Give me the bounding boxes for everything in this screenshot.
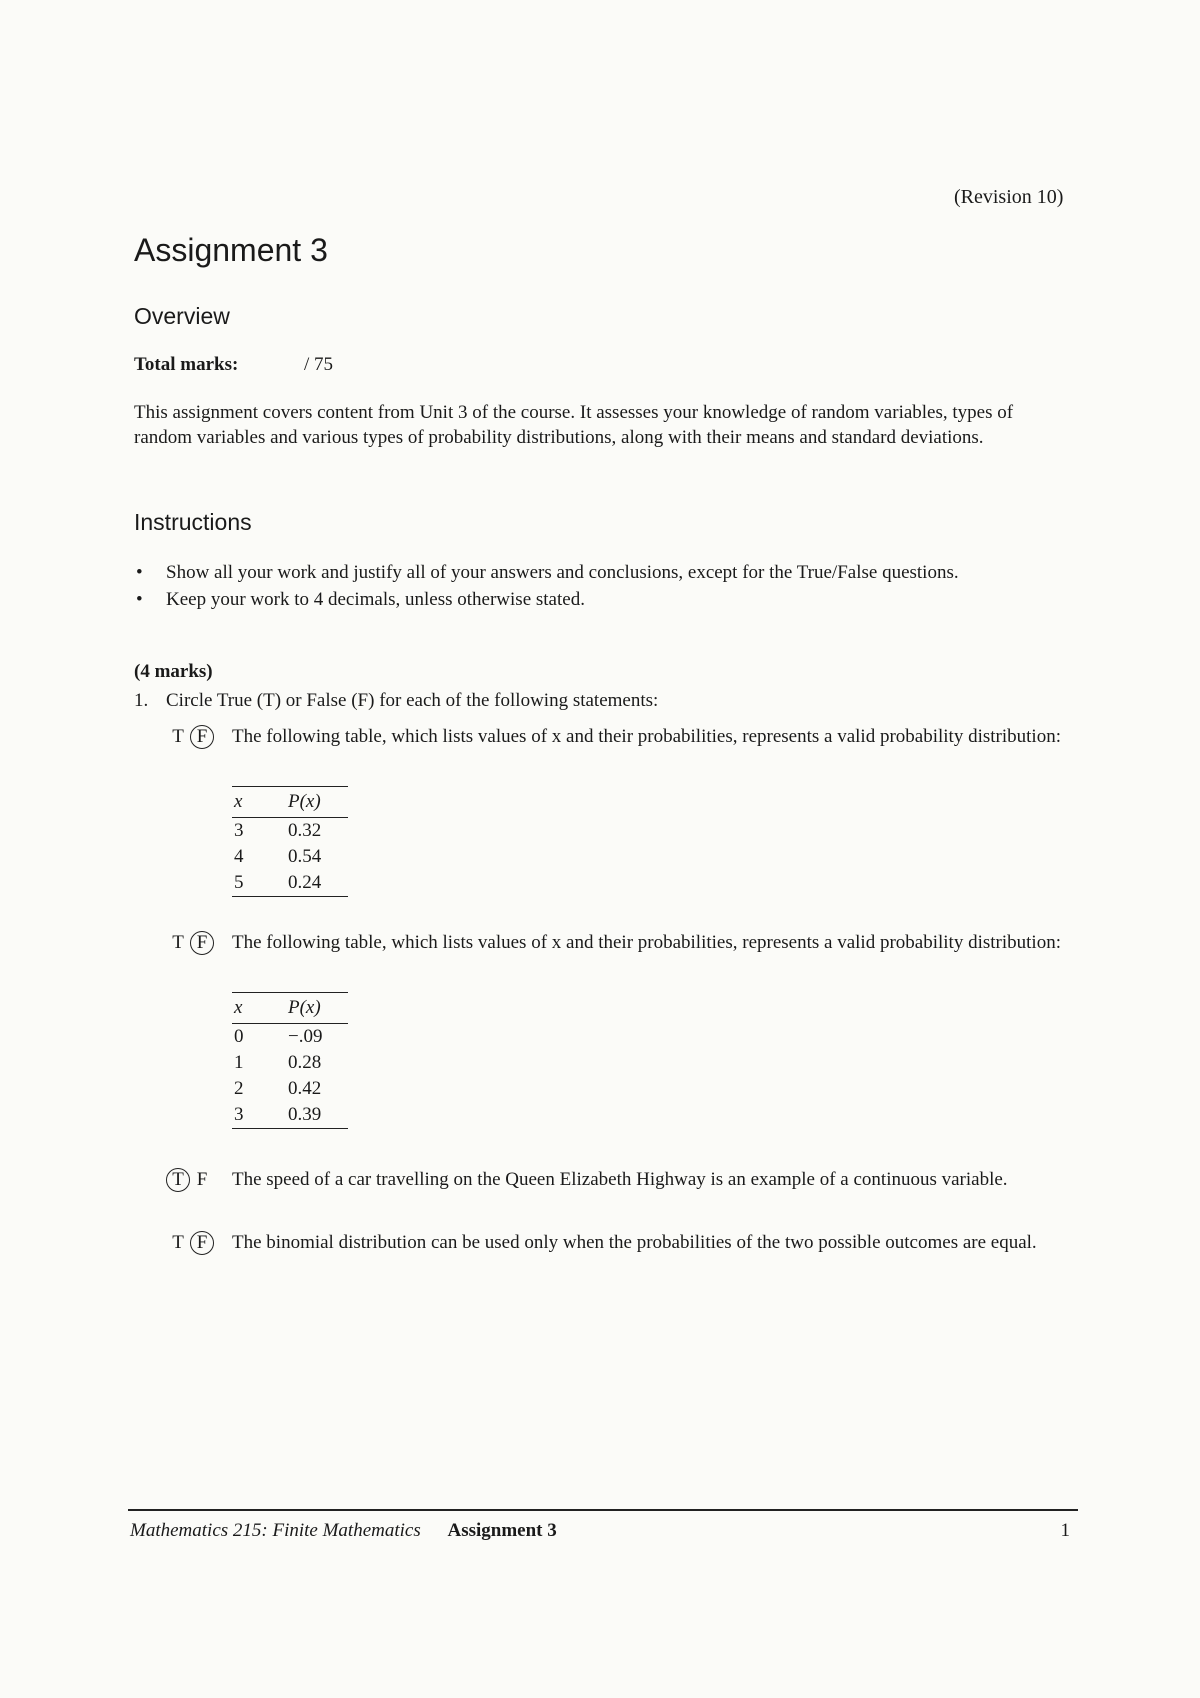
tf-choices: [166, 1167, 228, 1192]
table-header-row: [232, 993, 348, 1024]
question-number: 1.: [134, 690, 149, 711]
table-header-row: [232, 787, 348, 818]
table-row: [232, 1076, 348, 1102]
total-marks-row: [134, 354, 334, 376]
column-header-x: x: [232, 993, 266, 1024]
cell-x: 3: [232, 1102, 266, 1129]
total-marks-label: Total marks:: [134, 354, 239, 375]
page-footer: [130, 1520, 1070, 1542]
bullet-icon: •: [136, 589, 143, 610]
cell-px: 0.39: [266, 1102, 348, 1129]
total-marks-value: / 75: [304, 354, 334, 375]
instruction-text: Keep your work to 4 decimals, unless otherwise stated.: [166, 589, 585, 610]
question-marks: (4 marks): [134, 661, 213, 682]
false-choice[interactable]: F: [190, 725, 214, 749]
bullet-icon: •: [136, 562, 143, 583]
instruction-text: Show all your work and justify all of your answers and conclusions, except for the True/False questions.: [166, 562, 959, 583]
tf-statement: [166, 1167, 1076, 1192]
table-row: [232, 818, 348, 845]
table-row: [232, 1024, 348, 1051]
true-choice[interactable]: T: [172, 726, 184, 747]
true-choice[interactable]: T: [172, 1232, 184, 1253]
footer-assignment: Assignment 3: [447, 1520, 557, 1541]
footer-divider: [128, 1509, 1078, 1511]
statement-text: The following table, which lists values of x and their probabilities, represents a valid probability distribution:: [232, 932, 1061, 953]
false-choice[interactable]: F: [196, 1169, 208, 1190]
tf-choices: [166, 724, 228, 749]
overview-heading: Overview: [134, 303, 230, 329]
false-choice[interactable]: F: [190, 931, 214, 955]
cell-px: −.09: [288, 1026, 323, 1047]
page-title: Assignment 3: [134, 232, 328, 268]
true-choice[interactable]: T: [166, 1168, 190, 1192]
table-row: [232, 844, 348, 870]
cell-px: 0.28: [288, 1052, 322, 1073]
probability-table-1: [232, 786, 348, 897]
tf-statement: [166, 930, 1076, 955]
question-stem: [134, 690, 658, 712]
column-header-px: P(x): [266, 787, 348, 818]
tf-statement: [166, 724, 1076, 749]
tf-choices: [166, 930, 228, 955]
statement-text: The following table, which lists values of x and their probabilities, represents a valid probability distribution:: [232, 726, 1061, 747]
cell-x: 4: [234, 846, 244, 867]
table-row: [232, 1102, 348, 1129]
cell-x: 0: [234, 1026, 244, 1047]
tf-choices: [166, 1230, 228, 1255]
instructions-heading: Instructions: [134, 509, 252, 535]
false-choice[interactable]: F: [190, 1231, 214, 1255]
tf-statement: [166, 1230, 1076, 1255]
table-row: [232, 870, 348, 897]
cell-px: 0.42: [288, 1078, 322, 1099]
list-item: [134, 560, 1074, 585]
cell-x: 5: [232, 870, 266, 897]
cell-x: 3: [234, 820, 244, 841]
cell-x: 1: [234, 1052, 244, 1073]
cell-px: 0.32: [288, 820, 322, 841]
column-header-x: x: [232, 787, 266, 818]
overview-description: This assignment covers content from Unit 3 of the course. It assesses your knowledge of random variables, types of random variables and various types of probability distributions, along with their means and standard deviations.: [134, 402, 1014, 448]
page-number: 1: [1060, 1520, 1070, 1541]
table-row: [232, 1050, 348, 1076]
instructions-list: [134, 560, 1074, 614]
statement-text: The binomial distribution can be used only when the probabilities of the two possible outcomes are equal.: [232, 1232, 1037, 1253]
column-header-px: P(x): [266, 993, 348, 1024]
statement-text: The speed of a car travelling on the Queen Elizabeth Highway is an example of a continuous variable.: [232, 1169, 1008, 1190]
footer-course: Mathematics 215: Finite Mathematics: [130, 1520, 421, 1541]
revision-label: (Revision 10): [954, 186, 1064, 208]
list-item: [134, 587, 1074, 612]
cell-px: 0.54: [288, 846, 322, 867]
probability-table-2: [232, 992, 348, 1129]
true-choice[interactable]: T: [172, 932, 184, 953]
question-text: Circle True (T) or False (F) for each of the following statements:: [166, 690, 659, 711]
cell-px: 0.24: [266, 870, 348, 897]
cell-x: 2: [234, 1078, 244, 1099]
